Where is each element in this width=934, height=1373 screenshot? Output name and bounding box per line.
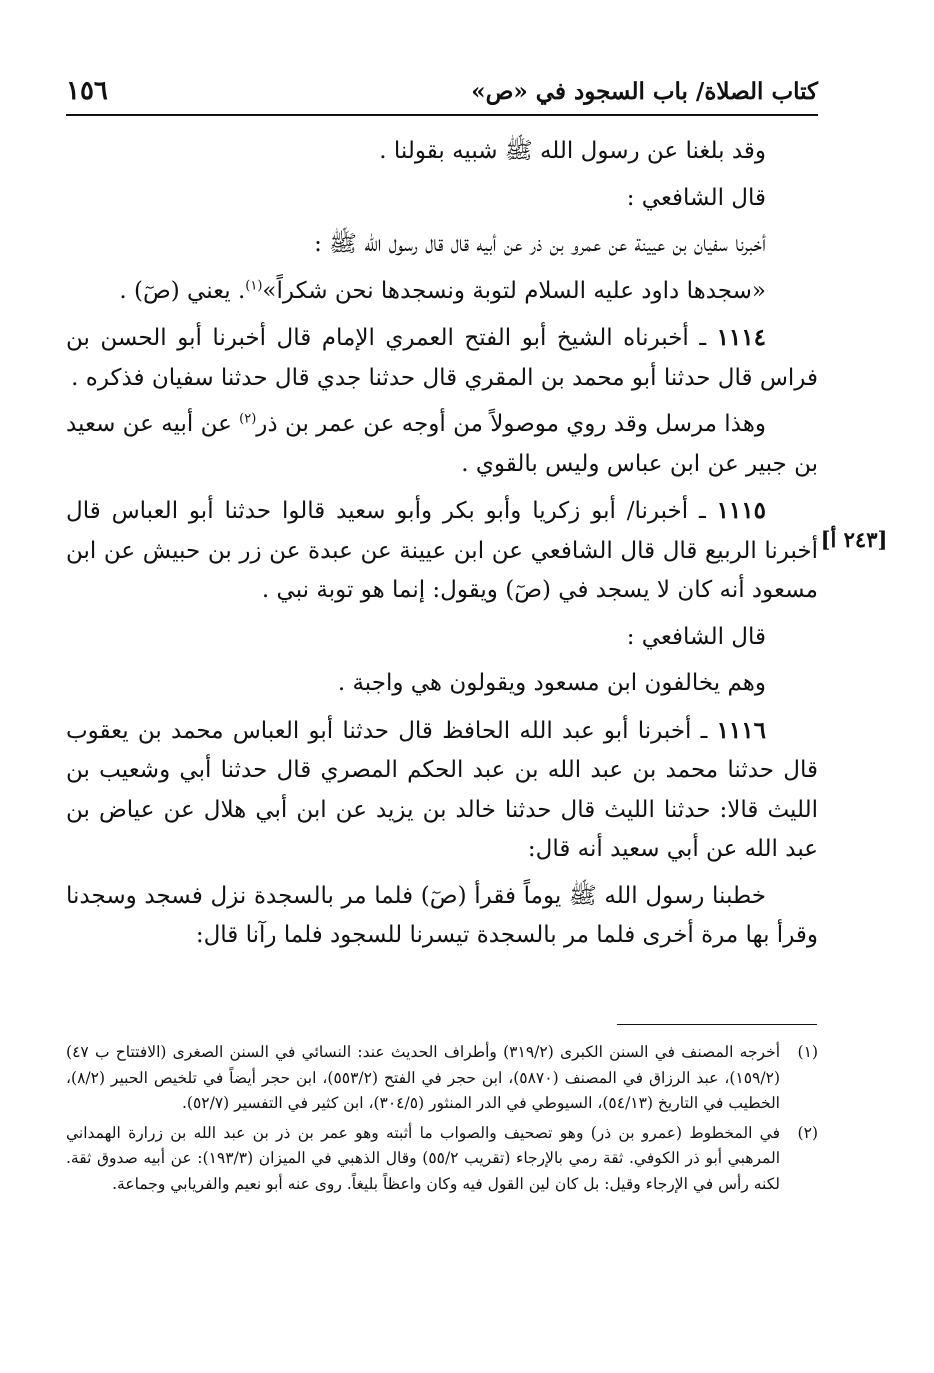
hadith-number: ١١١٦ (716, 716, 766, 744)
paragraph-text: ـ أخبرنا أبو عبد الله الحافظ قال حدثنا أبو العباس محمد بن يعقوب قال حدثنا محمد بن عبد الله بن عبد الحكم المصري قال حدثنا أبي وشعيب بن الليث قالا: حدثنا الليث قال حدثنا خالد بن يزيد عن ابن أبي هلال عن عياض بن عبد الله عن أبي سعيد أنه قال: (66, 717, 818, 862)
paragraph-text: قال الشافعي : (626, 623, 766, 650)
page-header (66, 74, 818, 114)
paragraph-text: وهذا مرسل وقد روي موصولاً من أوجه عن عمر بن ذر (256, 411, 766, 437)
main-text (66, 132, 818, 963)
hadith-number: ١١١٤ (716, 324, 766, 351)
paragraph-tail: عن أبيه عن سعيد بن جبير عن ابن عباس وليس بالقوي . (65, 411, 818, 477)
hadith-paragraph (66, 318, 818, 398)
footnote (66, 1040, 818, 1117)
hadith-paragraph (66, 711, 818, 870)
paragraph (66, 405, 818, 484)
footnote-text: في المخطوط (عمرو بن ذر) وهو تصحيف والصواب ما أثبته وهو عمر بن ذر بن عبد الله بن زرارة الهمداني المرهبي أبو ذر الكوفي. ثقة رمي بالإرجاء (تقريب ٥٥/٢) وقال الذهبي في الميزان (١٩٣/٣): عن أبيه صدوق ثقة. لكنه رأس في الإرجاء وقيل: بل كان لين القول فيه وكان واعظاً بليغاً. روى عنه أبو نعيم والفريابي وجماعة. (66, 1123, 780, 1193)
paragraph-text: وقد بلغنا عن رسول الله ﷺ شبيه بقولنا . (379, 138, 766, 164)
header-rule (66, 114, 818, 116)
paragraph (66, 877, 818, 956)
paragraph-text: خطبنا رسول الله ﷺ يوماً فقرأ (صٓ) فلما مر بالسجدة نزل فسجد وسجدنا وقرأ بها مرة أخرى فلما مر بالسجدة تيسرنا للسجود فلما رآنا قال: (66, 882, 818, 948)
paragraph-tail: . يعني (صٓ) . (119, 277, 246, 304)
footnote-marker: (٢) (797, 1123, 818, 1142)
footnote-separator (617, 1024, 817, 1025)
paragraph (66, 618, 818, 658)
running-title: كتاب الصلاة/ باب السجود في «ص» (471, 78, 818, 105)
paragraph-text: «سجدها داود عليه السلام لتوبة ونسجدها نحن شكراً» (262, 277, 766, 304)
paragraph (66, 225, 818, 265)
footnote-ref[interactable]: (١) (245, 277, 263, 293)
footnote-marker: (١) (797, 1043, 818, 1061)
paragraph-text: وهم يخالفون ابن مسعود ويقولون هي واجبة . (337, 670, 766, 696)
paragraph (66, 179, 818, 219)
paragraph (66, 272, 818, 312)
hadith-paragraph (66, 491, 818, 611)
page-number: ١٥٦ (66, 76, 108, 106)
manuscript-folio-marker: [٢٤٣ أ] (820, 527, 888, 552)
footnote (66, 1121, 818, 1198)
hadith-number: ١١١٥ (716, 497, 766, 524)
paragraph-text: أخبرنا سفيان بن عيينة عن عمرو بن ذر عن أبيه قال قال رسول الله ﷺ : (314, 231, 766, 257)
paragraph (66, 664, 818, 704)
footnotes (66, 1040, 818, 1201)
footnote-text: أخرجه المصنف في السنن الكبرى (٣١٩/٢) وأطراف الحديث عند: النسائي في السنن الصغرى (الافتتاح ب ٤٧) (١٥٩/٢)، عبد الرزاق في المصنف (٥٨٧٠)، ابن حجر في الفتح (٥٥٣/٢)، ابن حجر أيضاً في تلخيص الحبير (٨/٢)، الخطيب في التاريخ (٥٤/١٣)، السيوطي في الدر المنثور (٣٠٤/٥)، ابن كثير في التفسير (٥٢/٧). (66, 1043, 780, 1112)
paragraph-text: ـ أخبرنا/ أبو زكريا وأبو بكر وأبو سعيد قالوا حدثنا أبو العباس قال أخبرنا الربيع قال قال الشافعي عن ابن عيينة عن عبدة عن زر بن حبيش عن ابن مسعود أنه كان لا يسجد في (صٓ) ويقول: إنما هو توبة نبي . (66, 498, 818, 603)
footnote-ref[interactable]: (٢) (239, 411, 257, 427)
paragraph-text: قال الشافعي : (626, 184, 766, 211)
paragraph (66, 132, 818, 172)
paragraph-text: ـ أخبرناه الشيخ أبو الفتح العمري الإمام قال أخبرنا أبو الحسن بن فراس قال حدثنا أبو محمد بن المقري قال حدثنا جدي قال حدثنا سفيان فذكره . (66, 325, 818, 391)
